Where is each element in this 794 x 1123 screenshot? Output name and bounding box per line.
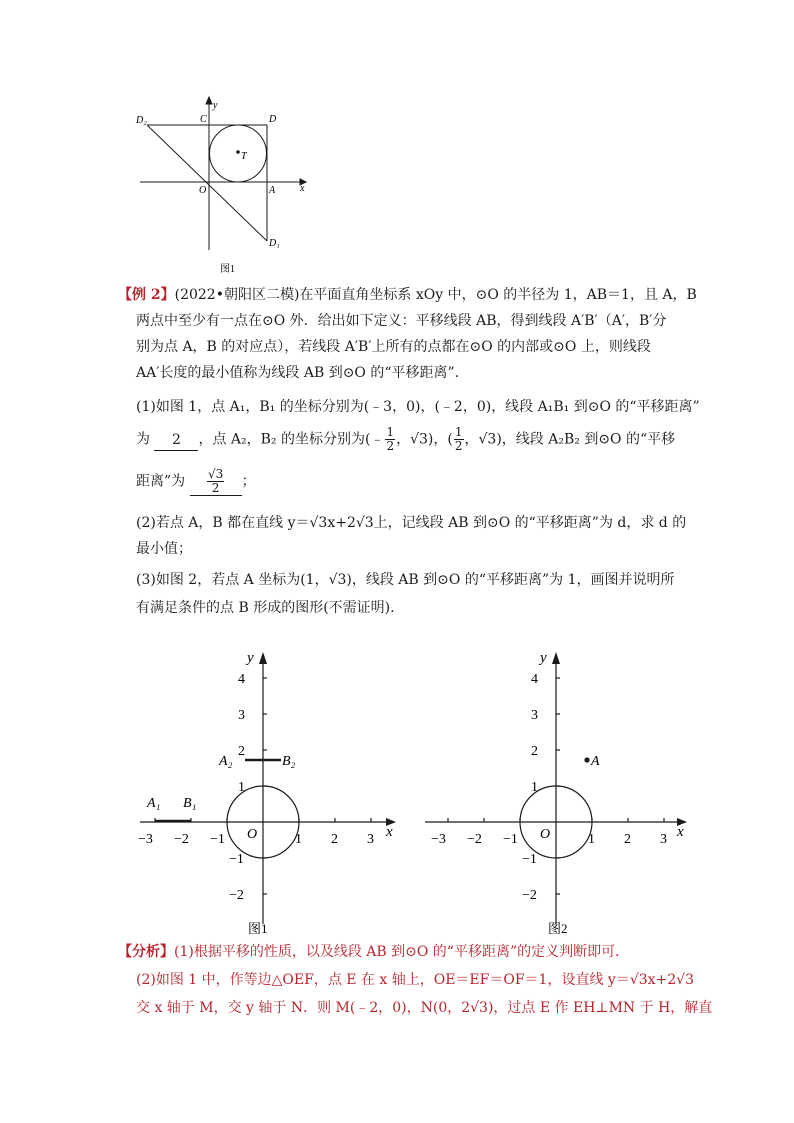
fig1-x-label: x xyxy=(386,824,393,840)
fig2-origin-label: O xyxy=(540,827,551,842)
fig1-xtick-m3: −3 xyxy=(138,832,153,847)
fraction-half-2 xyxy=(454,426,464,453)
fig2-xtick-m3: −3 xyxy=(431,832,446,847)
frac1-den: 2 xyxy=(386,439,395,453)
example-intro-3: 别为点 A，B 的对应点），若线段 A′B′上所有的点都在⊙O 的内部或⊙O 上，则线段 xyxy=(136,339,651,355)
fig2-ytick-m2: −2 xyxy=(522,888,537,903)
top-label-a: A xyxy=(269,185,276,196)
top-label-d: D xyxy=(269,114,277,125)
q1-line-3 xyxy=(136,468,256,496)
top-label-d2: D₂ xyxy=(136,115,147,126)
fig2-xtick-3: 3 xyxy=(660,832,667,847)
fig2-label-a: A xyxy=(591,754,600,769)
fig2-xtick-1: 1 xyxy=(588,832,595,847)
top-label-d1: D₁ xyxy=(269,238,280,249)
fig2-xtick-m2: −2 xyxy=(467,832,482,847)
fig1-y-label: y xyxy=(247,650,254,666)
fig2-ytick-1: 1 xyxy=(531,780,538,795)
top-line-d2-d1 xyxy=(147,125,267,241)
q1-text-a: 为 xyxy=(136,431,150,448)
fig1-label-a2: A₂ xyxy=(219,754,233,769)
fig1-xtick-2: 2 xyxy=(331,832,338,847)
fig2-y-label: y xyxy=(540,650,547,666)
example-intro-4: AA′长度的最小值称为线段 AB 到⊙O 的“平移距离”. xyxy=(136,365,460,381)
figure-1 xyxy=(130,640,420,945)
fig2-xtick-2: 2 xyxy=(624,832,631,847)
example-source: (2022•朝阳区二模) xyxy=(174,287,300,303)
figure-2 xyxy=(415,640,705,945)
fig1-y-arrow xyxy=(259,652,267,664)
fig1-xtick-m1: −1 xyxy=(210,832,225,847)
q1-text-e: 距离”为 xyxy=(136,473,186,490)
q1-line-1: (1)如图 1，点 A₁，B₁ 的坐标分别为(﹣3，0)，(﹣2，0)，线段 A₁B₁ 到⊙O 的“平移距离” xyxy=(136,399,700,415)
fig1-label-a1: A₁ xyxy=(147,796,161,811)
fraction-sqrt3-over-2 xyxy=(207,468,224,495)
top-label-t: T xyxy=(241,151,247,162)
fig1-ytick-1: 1 xyxy=(238,780,245,795)
top-figure xyxy=(130,92,320,282)
fraction-half-1 xyxy=(385,426,395,453)
fig1-ytick-m2: −2 xyxy=(229,888,244,903)
fig1-xtick-m2: −2 xyxy=(174,832,189,847)
fig1-xtick-1: 1 xyxy=(295,832,302,847)
fig1-ytick-m1: −1 xyxy=(229,852,244,867)
example-intro-1: 在平面直角坐标系 xOy 中，⊙O 的半径为 1，AB＝1，且 A，B xyxy=(299,287,697,303)
top-point-t xyxy=(236,150,240,154)
q1-text-c: ，√3)，( xyxy=(396,431,453,448)
fig2-xtick-m1: −1 xyxy=(503,832,518,847)
q3-line-1: (3)如图 2，若点 A 坐标为(1，√3)，线段 AB 到⊙O 的“平移距离”为 1，画图并说明所 xyxy=(136,572,675,588)
q2-line-2: 最小值； xyxy=(136,541,192,557)
top-y-arrow xyxy=(206,97,212,104)
fig2-ytick-2: 2 xyxy=(531,744,538,759)
fig1-label-b1: B₁ xyxy=(183,796,197,811)
analysis-text-1: (1)根据平移的性质，以及线段 AB 到⊙O 的“平移距离”的定义判断即可． xyxy=(174,944,630,960)
q1-text-b: ，点 A₂，B₂ 的坐标分别为(﹣ xyxy=(198,431,385,448)
example-tag: 【例 2】 xyxy=(118,287,175,303)
example-intro-2: 两点中至少有一点在⊙O 外．给出如下定义：平移线段 AB，得到线段 A′B′（A′，B′分 xyxy=(136,313,667,329)
q2-line-1: (2)若点 A，B 都在直线 y＝√3x+2√3上，记线段 AB 到⊙O 的“平移距离”为 d，求 d 的 xyxy=(136,515,687,531)
top-label-y: y xyxy=(213,100,218,111)
fig1-ytick-3: 3 xyxy=(238,708,245,723)
fig2-ytick-4: 4 xyxy=(531,672,538,687)
analysis-line-2: (2)如图 1 中，作等边△OEF，点 E 在 x 轴上，OE＝EF＝OF＝1，设直线 y＝√3x+2√3 xyxy=(136,972,695,988)
q3-line-2: 有满足条件的点 B 形成的图形(不需证明). xyxy=(136,600,395,616)
q1-text-f: ； xyxy=(241,473,256,490)
frac2-num: 1 xyxy=(454,425,463,439)
fig2-ytick-3: 3 xyxy=(531,708,538,723)
example-line-1 xyxy=(118,285,697,305)
answer2-den: 2 xyxy=(211,481,220,495)
fig1-ytick-4: 4 xyxy=(238,672,245,687)
fig2-ytick-m1: −1 xyxy=(522,852,537,867)
fig2-x-label: x xyxy=(677,824,684,840)
answer2-num: √3 xyxy=(207,467,224,481)
fig2-y-arrow xyxy=(552,652,560,664)
fig1-xtick-3: 3 xyxy=(367,832,374,847)
fig2-point-a xyxy=(584,757,589,762)
top-label-o: O xyxy=(199,185,207,196)
frac2-den: 2 xyxy=(454,439,463,453)
analysis-tag: 【分析】 xyxy=(118,944,174,960)
top-label-x: x xyxy=(300,183,305,194)
fig2-caption: 图2 xyxy=(548,921,568,936)
q1-line-2 xyxy=(136,426,675,453)
q1-text-d: ，√3)，线段 A₂B₂ 到⊙O 的“平移 xyxy=(464,431,676,448)
q1-answer-2 xyxy=(190,468,242,496)
analysis-line-1 xyxy=(118,942,629,962)
analysis-line-3: 交 x 轴于 M，交 y 轴于 N．则 M(﹣2，0)，N(0，2√3)，过点 E 作 EH⊥MN 于 H，解直 xyxy=(136,1000,713,1016)
fig1-label-b2: B₂ xyxy=(282,754,296,769)
top-label-c: C xyxy=(200,114,207,125)
fig1-ytick-2: 2 xyxy=(238,744,245,759)
q1-answer-1: 2 xyxy=(154,430,198,451)
fig1-origin-label: O xyxy=(247,827,258,842)
top-caption: 图1 xyxy=(220,264,235,275)
frac1-num: 1 xyxy=(386,425,395,439)
fig1-caption: 图1 xyxy=(248,921,268,936)
